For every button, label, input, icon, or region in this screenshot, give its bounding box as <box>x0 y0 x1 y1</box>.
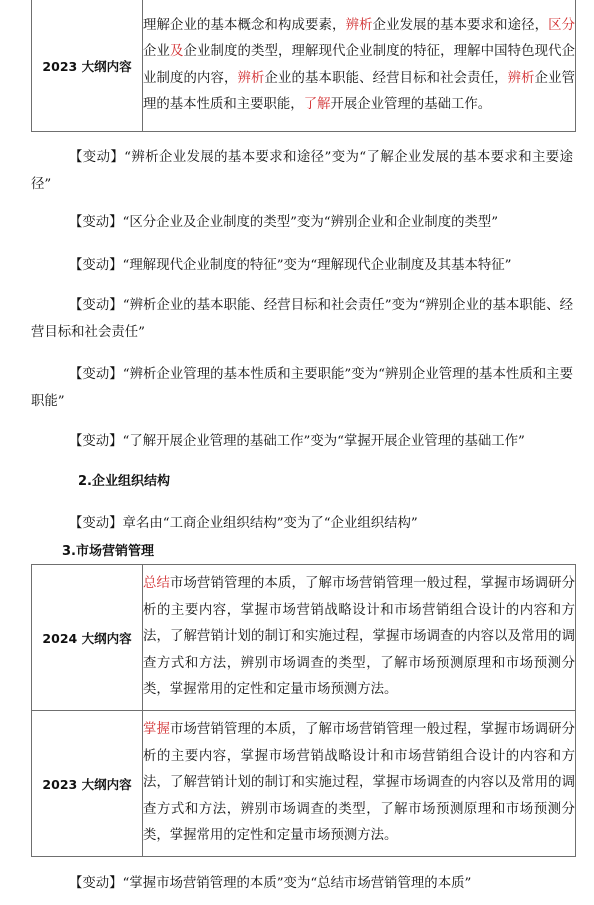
row-text: 企业 <box>143 44 171 59</box>
change-item: 【变动】“理解现代企业制度的特征”变为“理解现代企业制度及其基本特征” <box>69 258 512 273</box>
highlight-word: 及 <box>170 44 184 59</box>
row-text: 市场营销管理的本质，了解市场营销管理一般过程，掌握市场调研分析的主要内容，掌握市场营销战略设计和市场营销组合设计的内容和方法，了解营销计划的制订和实施过程，掌握市场调查的内容以及常用的调查方式和方法，辨别市场调查的类型，了解市场预测原理和市场预测分类，掌握常用的定性和定量市场预测方法。 <box>143 576 576 698</box>
highlight-word: 辨析 <box>237 70 265 86</box>
highlight-word: 辨析 <box>345 17 373 33</box>
change-item: 【变动】“辨析企业管理的基本性质和主要职能”变为“辨别企业管理的基本性质和主要职能” <box>31 367 573 409</box>
table-row <box>32 565 576 711</box>
highlight-word: 区分 <box>548 17 576 33</box>
row-label: 2023 大纲内容 <box>32 0 143 132</box>
section-heading: 2.企业组织结构 <box>78 474 170 489</box>
table-row <box>32 711 576 857</box>
highlight-word: 辨析 <box>507 70 535 86</box>
outline-table-top <box>31 0 576 132</box>
row-text: 市场营销管理的本质，了解市场营销管理一般过程，掌握市场调研分析的主要内容，掌握市场营销战略设计和市场营销组合设计的内容和方法，了解营销计划的制订和实施过程，掌握市场调查的内容以及常用的调查方式和方法，辨别市场调查的类型，了解市场预测原理和市场预测分类，掌握常用的定性和定量市场预测方法。 <box>143 722 576 844</box>
change-item: 【变动】“区分企业及企业制度的类型”变为“辨别企业和企业制度的类型” <box>69 215 499 230</box>
row-label: 2024 大纲内容 <box>32 565 143 711</box>
row-text: 理解企业的基本概念和构成要素， <box>143 17 346 33</box>
table-row <box>32 0 576 132</box>
row-content <box>143 565 576 711</box>
outline-table-marketing <box>31 564 576 857</box>
section-heading: 3.市场营销管理 <box>62 544 154 559</box>
change-item: 【变动】“掌握市场营销管理的本质”变为“总结市场营销管理的本质” <box>69 876 472 891</box>
highlight-word: 总结 <box>143 576 171 592</box>
row-content <box>143 711 576 857</box>
row-text: 企业管理的基本性质和主要职能， <box>143 70 576 112</box>
change-item: 【变动】“辨析企业发展的基本要求和途径”变为“了解企业发展的基本要求和主要途径” <box>31 150 573 192</box>
highlight-word: 了解 <box>303 97 331 112</box>
change-item: 【变动】章名由“工商企业组织结构”变为了“企业组织结构” <box>69 516 418 531</box>
row-content <box>143 0 576 132</box>
row-text: 开展企业管理的基础工作。 <box>330 97 492 112</box>
change-item: 【变动】“了解开展企业管理的基础工作”变为“掌握开展企业管理的基础工作” <box>69 434 525 449</box>
row-text: 企业的基本职能、经营目标和社会责任， <box>264 70 508 86</box>
row-text: 企业制度的类型，理解现代企业制度的特征，理解中国特色现代企业制度的内容， <box>143 44 576 86</box>
row-label: 2023 大纲内容 <box>32 711 143 857</box>
highlight-word: 掌握 <box>143 722 171 738</box>
change-item: 【变动】“辨析企业的基本职能、经营目标和社会责任”变为“辨别企业的基本职能、经营目标和社会责任” <box>31 298 573 340</box>
row-text: 企业发展的基本要求和途径， <box>372 17 549 33</box>
